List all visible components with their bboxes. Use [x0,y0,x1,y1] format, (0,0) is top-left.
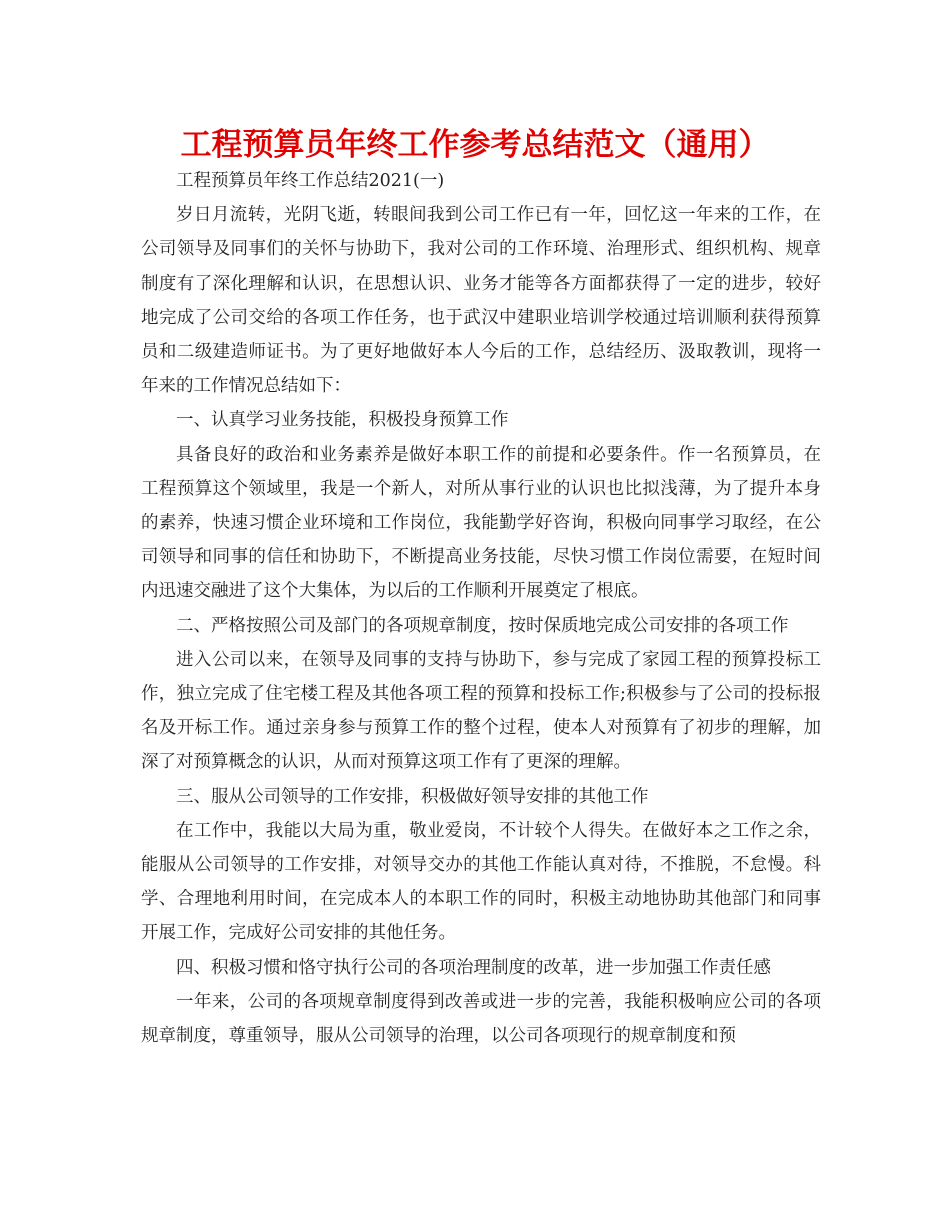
document-title: 工程预算员年终工作参考总结范文（通用） [180,127,770,163]
section-heading-1: 一、认真学习业务技能，积极投身预算工作 [176,410,509,431]
paragraph-section-4: 一年来，公司的各项规章制度得到改善或进一步的完善，我能积极响应公司的各项规章制度，尊重领导，服从公司领导的治理，以公司各项现行的规章制度和预 [141,991,821,1047]
document-subtitle: 工程预算员年终工作总结2021(一) [176,171,445,191]
section-heading-2: 二、严格按照公司及部门的各项规章制度，按时保质地完成公司安排的各项工作 [176,615,789,636]
paragraph-intro: 岁日月流转，光阴飞逝，转眼间我到公司工作已有一年，回忆这一年来的工作，在公司领导及同事们的关怀与协助下，我对公司的工作环境、治理形式、组织机构、规章制度有了深化理解和认识，在思想认识、业务才能等各方面都获得了一定的进步，较好地完成了公司交给的各项工作任务，也于武汉中建职业培训学校通过培训顺利获得预算员和二级建造师证书。为了更好地做好本人今后的工作，总结经历、汲取教训，现将一年来的工作情况总结如下： [141,205,821,397]
document-body [141,164,821,1053]
paragraph-section-3: 在工作中，我能以大局为重，敬业爱岗，不计较个人得失。在做好本之工作之余，能服从公司领导的工作安排，对领导交办的其他工作能认真对待，不推脱，不怠慢。科学、合理地利用时间，在完成本人的本职工作的同时，积极主动地协助其他部门和同事开展工作，完成好公司安排的其他任务。 [141,820,821,944]
paragraph-section-1: 具备良好的政治和业务素养是做好本职工作的前提和必要条件。作一名预算员，在工程预算这个领域里，我是一个新人，对所从事行业的认识也比拟浅薄，为了提升本身的素养，快速习惯企业环境和工作岗位，我能勤学好咨询，积极向同事学习取经，在公司领导和同事的信任和协助下，不断提高业务技能，尽快习惯工作岗位需要，在短时间内迅速交融进了这个大集体，为以后的工作顺利开展奠定了根底。 [141,444,821,602]
paragraph-section-2: 进入公司以来，在领导及同事的支持与协助下，参与完成了家园工程的预算投标工作，独立完成了住宅楼工程及其他各项工程的预算和投标工作;积极参与了公司的投标报名及开标工作。通过亲身参与预算工作的整个过程，使本人对预算有了初步的理解，加深了对预算概念的认识，从而对预算这项工作有了更深的理解。 [141,649,821,773]
section-heading-3: 三、服从公司领导的工作安排，积极做好领导安排的其他工作 [176,786,649,807]
section-heading-4: 四、积极习惯和恪守执行公司的各项治理制度的改革，进一步加强工作责任感 [176,957,771,978]
